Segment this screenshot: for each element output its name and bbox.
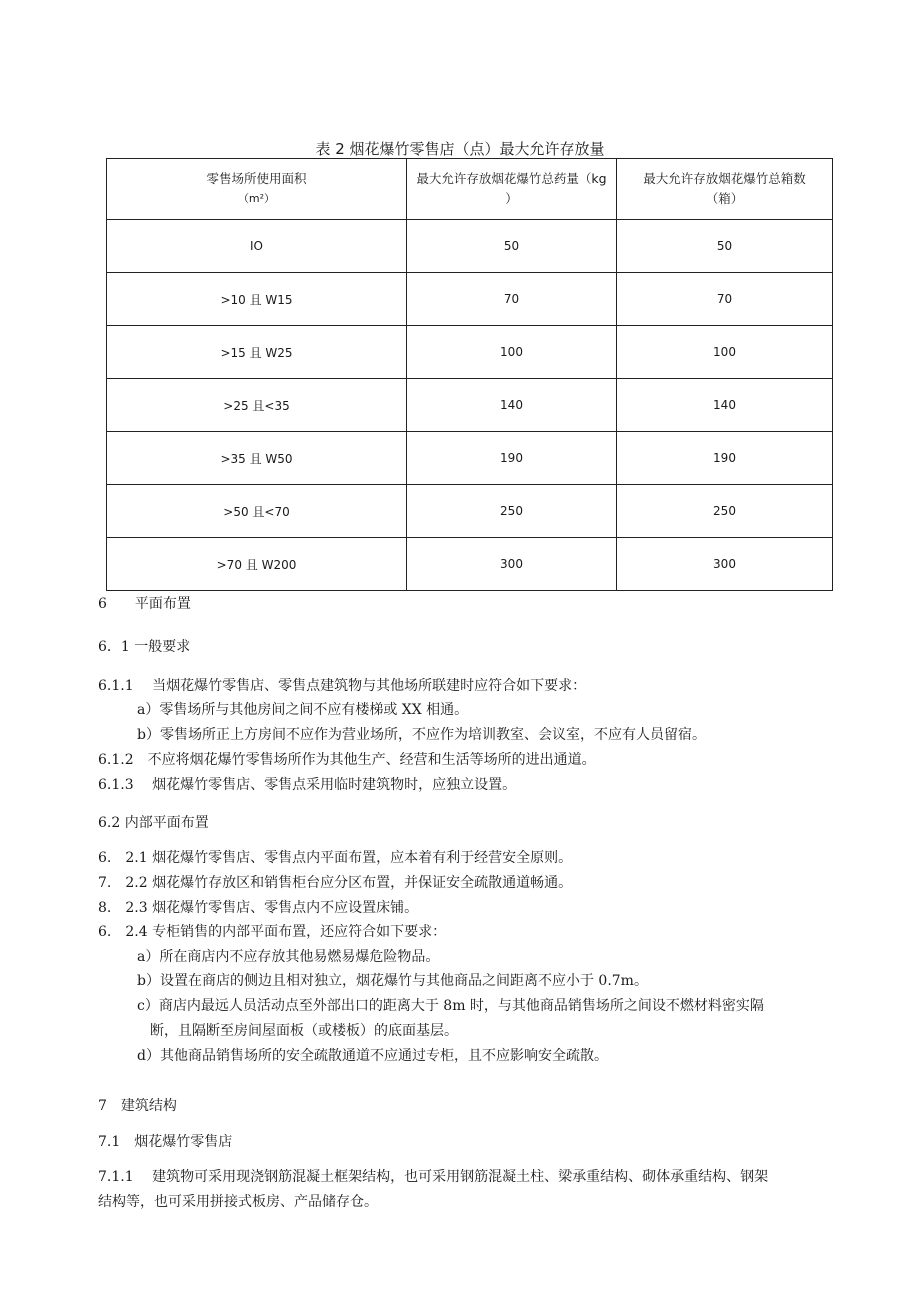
cell-boxes: 250 bbox=[617, 485, 833, 538]
table-header-row bbox=[107, 159, 833, 220]
section-7-1-heading: 7.1 烟花爆竹零售店 bbox=[98, 1134, 233, 1150]
cell-boxes: 50 bbox=[617, 220, 833, 273]
table-row bbox=[107, 326, 833, 379]
clause-6-2-3: 8. 2.3 烟花爆竹零售店、零售点内不应设置床铺。 bbox=[98, 900, 419, 916]
cell-area: >10 且 W15 bbox=[107, 273, 407, 326]
table-row bbox=[107, 273, 833, 326]
section-6-1-heading: 6．1 一般要求 bbox=[98, 639, 191, 655]
clause-6-2-4-c-cont: 断，且隔断至房间屋面板（或楼板）的底面基层。 bbox=[150, 1023, 458, 1039]
cell-kg: 70 bbox=[407, 273, 617, 326]
cell-area: >15 且 W25 bbox=[107, 326, 407, 379]
cell-kg: 100 bbox=[407, 326, 617, 379]
cell-area: >35 且 W50 bbox=[107, 432, 407, 485]
header-kg-line2: ） bbox=[505, 191, 518, 206]
header-kg bbox=[407, 159, 617, 220]
cell-area: IO bbox=[107, 220, 407, 273]
clause-7-1-1: 7.1.1 建筑物可采用现浇钢筋混凝土框架结构，也可采用钢筋混凝土柱、梁承重结构、砌体承重结构、钢架 bbox=[98, 1169, 769, 1185]
header-boxes-line1: 最大允许存放烟花爆竹总箱数 bbox=[643, 171, 806, 186]
cell-kg: 50 bbox=[407, 220, 617, 273]
clause-6-2-4-b: b）设置在商店的侧边且相对独立，烟花爆竹与其他商品之间距离不应小于 0.7m。 bbox=[137, 973, 648, 989]
clause-6-2-2: 7. 2.2 烟花爆竹存放区和销售柜台应分区布置，并保证安全疏散通道畅通。 bbox=[98, 875, 573, 891]
cell-area: >50 且<70 bbox=[107, 485, 407, 538]
section-6-heading: 6 平面布置 bbox=[98, 596, 191, 612]
clause-6-2-4-a: a）所在商店内不应存放其他易燃易爆危险物品。 bbox=[137, 949, 440, 965]
cell-boxes: 140 bbox=[617, 379, 833, 432]
clause-6-2-1: 6. 2.1 烟花爆竹零售店、零售点内平面布置，应本着有利于经营安全原则。 bbox=[98, 850, 573, 866]
clause-6-2-4-c: c）商店内最远人员活动点至外部出口的距离大于 8m 时，与其他商品销售场所之间设不燃材料密实隔 bbox=[137, 998, 764, 1014]
cell-kg: 140 bbox=[407, 379, 617, 432]
storage-limit-table bbox=[106, 158, 833, 591]
clause-6-1-1-a: a）零售场所与其他房间之间不应有楼梯或 XX 相通。 bbox=[137, 702, 469, 718]
clause-6-1-1-b: b）零售场所正上方房间不应作为营业场所，不应作为培训教室、会议室，不应有人员留宿。 bbox=[137, 727, 706, 743]
table-row bbox=[107, 220, 833, 273]
clause-6-1-1: 6.1.1 当烟花爆竹零售店、零售点建筑物与其他场所联建时应符合如下要求： bbox=[98, 678, 587, 694]
clause-6-2-4: 6. 2.4 专柜销售的内部平面布置，还应符合如下要求： bbox=[98, 924, 447, 940]
section-7-heading: 7 建筑结构 bbox=[98, 1098, 177, 1114]
cell-area: >25 且<35 bbox=[107, 379, 407, 432]
cell-area: >70 且 W200 bbox=[107, 538, 407, 591]
cell-kg: 300 bbox=[407, 538, 617, 591]
header-area-line1: 零售场所使用面积 bbox=[206, 171, 307, 186]
cell-boxes: 100 bbox=[617, 326, 833, 379]
table-row bbox=[107, 432, 833, 485]
table-row bbox=[107, 379, 833, 432]
table-caption: 表 2 烟花爆竹零售店（点）最大允许存放量 bbox=[315, 140, 605, 158]
table-row bbox=[107, 538, 833, 591]
section-6-2-heading: 6.2 内部平面布置 bbox=[98, 815, 209, 831]
header-kg-line1: 最大允许存放烟花爆竹总药量（kg bbox=[416, 171, 607, 186]
clause-6-2-4-d: d）其他商品销售场所的安全疏散通道不应通过专柜，且不应影响安全疏散。 bbox=[137, 1048, 608, 1064]
clause-6-1-3: 6.1.3 烟花爆竹零售店、零售点采用临时建筑物时，应独立设置。 bbox=[98, 777, 517, 793]
cell-kg: 190 bbox=[407, 432, 617, 485]
header-area-unit: （m²） bbox=[237, 192, 276, 205]
cell-kg: 250 bbox=[407, 485, 617, 538]
clause-6-1-2: 6.1.2 不应将烟花爆竹零售场所作为其他生产、经营和生活等场所的进出通道。 bbox=[98, 752, 596, 768]
cell-boxes: 70 bbox=[617, 273, 833, 326]
clause-7-1-1-cont: 结构等，也可采用拼接式板房、产品储存仓。 bbox=[98, 1194, 378, 1210]
header-area bbox=[107, 159, 407, 220]
table-row bbox=[107, 485, 833, 538]
cell-boxes: 300 bbox=[617, 538, 833, 591]
header-boxes bbox=[617, 159, 833, 220]
cell-boxes: 190 bbox=[617, 432, 833, 485]
header-boxes-line2: （箱） bbox=[705, 191, 744, 206]
